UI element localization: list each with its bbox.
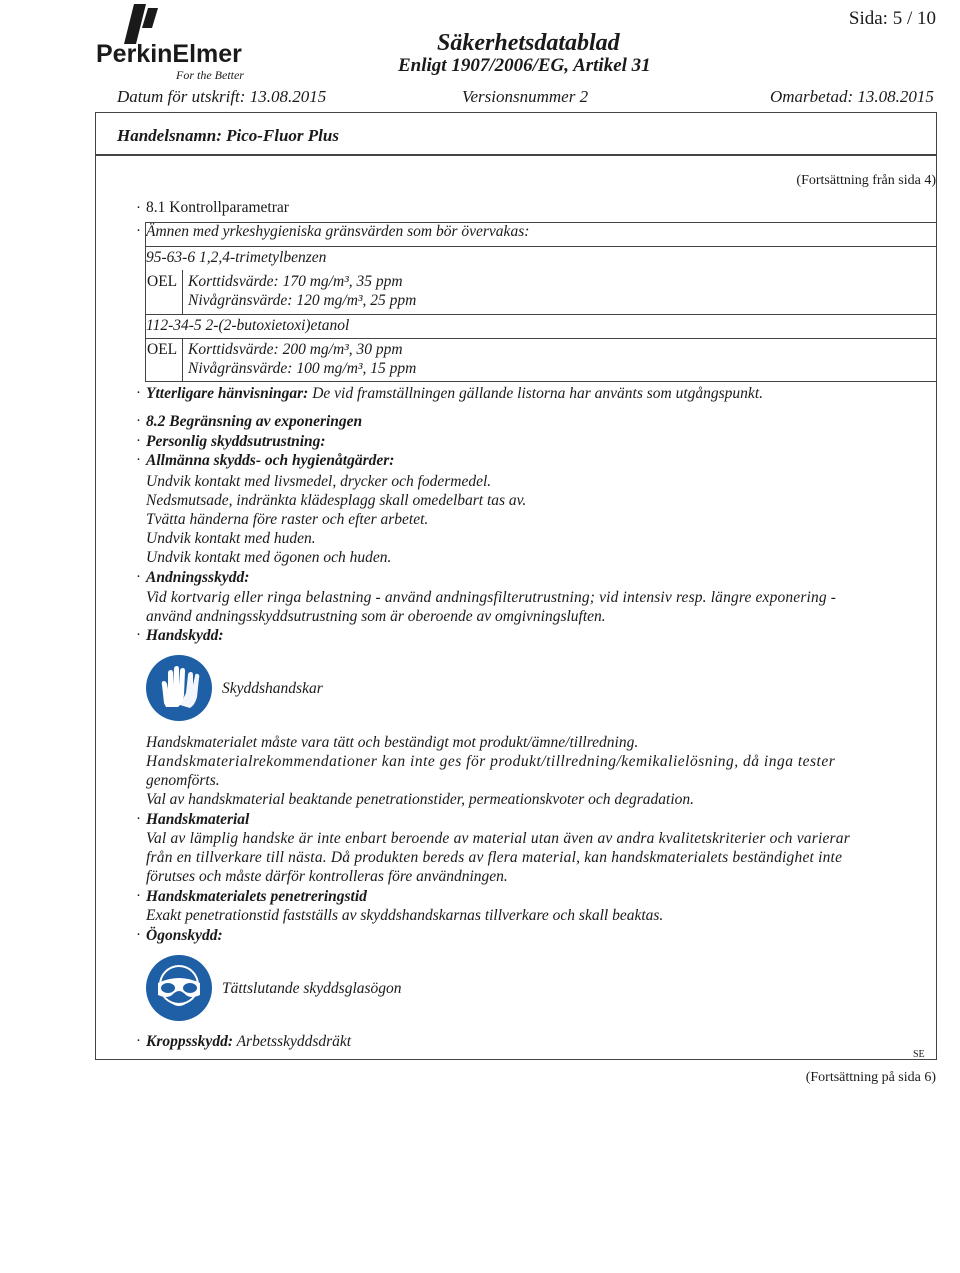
gloves-icon xyxy=(146,655,212,726)
goggles-icon xyxy=(146,955,212,1026)
bullet-dot: · xyxy=(136,627,141,643)
penetration-time-text: Exakt penetrationstid fastställs av skyddshandskarnas tillverkare och skall beaktas. xyxy=(146,907,664,924)
bullet-dot: · xyxy=(136,1033,141,1049)
oel-label: OEL xyxy=(147,273,178,290)
personal-protection-heading: Personlig skyddsutrustning: xyxy=(146,433,326,450)
goggles-pictogram-label: Tättslutande skyddsglasögon xyxy=(222,980,402,997)
table-divider xyxy=(182,338,183,382)
table-divider xyxy=(182,270,183,314)
level-limit-value: Nivågränsvärde: 120 mg/m³, 25 ppm xyxy=(188,292,417,309)
document-subtitle: Enligt 1907/2006/EG, Artikel 31 xyxy=(398,55,651,76)
hand-text: genomförts. xyxy=(146,772,220,789)
general-measure-item: Tvätta händerna före raster och efter arbetet. xyxy=(146,511,429,528)
bullet-dot: · xyxy=(136,927,141,943)
oel-label: OEL xyxy=(147,341,178,358)
respiratory-protection-heading: Andningsskydd: xyxy=(146,569,250,586)
bullet-dot: · xyxy=(136,452,141,468)
glove-material-text: förutses och måste därför kontrolleras före användningen. xyxy=(146,868,508,885)
continued-to-note: (Fortsättning på sida 6) xyxy=(805,1070,936,1085)
level-limit-value: Nivågränsvärde: 100 mg/m³, 15 ppm xyxy=(188,360,417,377)
general-measure-item: Undvik kontakt med ögonen och huden. xyxy=(146,549,392,566)
glove-material-text: Val av lämplig handske är inte enbart beroende av material utan även av andra kvalitetskriterier och varierar xyxy=(146,830,850,847)
body-protection-label: Kroppsskydd: xyxy=(146,1033,233,1050)
version-number: Versionsnummer 2 xyxy=(462,87,589,106)
respiratory-text: Vid kortvarig eller ringa belastning - använd andningsfilterutrustning; vid intensiv resp. längre exponering - xyxy=(146,589,837,606)
gloves-pictogram-label: Skyddshandskar xyxy=(222,680,323,697)
substance-name: 112-34-5 2-(2-butoxietoxi)etanol xyxy=(146,317,350,334)
bullet-dot: · xyxy=(136,811,141,827)
section-8-1-heading: 8.1 Kontrollparametrar xyxy=(146,199,289,216)
glove-material-heading: Handskmaterial xyxy=(146,811,250,828)
substance-name: 95-63-6 1,2,4-trimetylbenzen xyxy=(146,249,327,266)
additional-references-text: De vid framställningen gällande listorna har använts som utgångspunkt. xyxy=(312,385,763,402)
perkinelmer-logo xyxy=(96,2,266,82)
section-8-2-heading: 8.2 Begränsning av exponeringen xyxy=(146,413,363,430)
table-divider xyxy=(145,338,937,339)
table-divider xyxy=(145,246,937,247)
trade-name: Handelsnamn: Pico-Fluor Plus xyxy=(117,126,339,145)
continued-from-note: (Fortsättning från sida 4) xyxy=(796,173,936,188)
bullet-dot: · xyxy=(136,888,141,904)
body-protection-text: Arbetsskyddsdräkt xyxy=(236,1033,352,1050)
bullet-dot: · xyxy=(136,413,141,429)
logo-brand-text: PerkinElmer xyxy=(96,40,242,68)
hand-protection-heading: Handskydd: xyxy=(146,627,224,644)
hand-text: Handskmaterialrekommendationer kan inte ges för produkt/tillredning/kemikalielösning, då inga tester xyxy=(146,753,836,770)
bullet-dot: · xyxy=(136,433,141,449)
hand-text: Handskmaterialet måste vara tätt och beständigt mot produkt/ämne/tillredning. xyxy=(146,734,639,751)
short-term-value: Korttidsvärde: 170 mg/m³, 35 ppm xyxy=(188,273,403,290)
eye-protection-heading: Ögonskydd: xyxy=(146,927,223,944)
bullet-dot: · xyxy=(136,569,141,585)
general-measure-item: Undvik kontakt med livsmedel, drycker och fodermedel. xyxy=(146,473,492,490)
page-number: Sida: 5 / 10 xyxy=(848,8,936,29)
print-date: Datum för utskrift: 13.08.2015 xyxy=(117,87,327,106)
hand-text: Val av handskmaterial beaktande penetrationstider, permeationskvoter och degradation. xyxy=(146,791,695,808)
bullet-dot: · xyxy=(136,200,141,216)
additional-references xyxy=(146,385,763,403)
bullet-dot: · xyxy=(136,385,141,401)
bullet-dot: · xyxy=(136,223,141,239)
penetration-time-heading: Handskmaterialets penetreringstid xyxy=(146,888,367,905)
respiratory-text: använd andningsskyddsutrustning som är oberoende av omgivningsluften. xyxy=(146,608,606,625)
country-code: SE xyxy=(913,1049,925,1060)
general-measure-item: Nedsmutsade, indränkta klädesplagg skall omedelbart tas av. xyxy=(146,492,527,509)
logo-tagline-text: For the Better xyxy=(176,68,244,82)
body-protection xyxy=(146,1033,351,1051)
table-divider xyxy=(145,314,937,315)
short-term-value: Korttidsvärde: 200 mg/m³, 30 ppm xyxy=(188,341,403,358)
monitored-substances-heading: Ämnen med yrkeshygieniska gränsvärden som bör övervakas: xyxy=(146,223,530,240)
document-title: Säkerhetsdatablad xyxy=(437,30,620,56)
glove-material-text: från en tillverkare till nästa. Då produkten bereds av flera material, kan handskmaterialets beständighet inte xyxy=(146,849,843,866)
general-measure-item: Undvik kontakt med huden. xyxy=(146,530,316,547)
revised-date: Omarbetad: 13.08.2015 xyxy=(770,87,934,106)
general-measures-heading: Allmänna skydds- och hygienåtgärder: xyxy=(146,452,395,469)
additional-references-label: Ytterligare hänvisningar: xyxy=(146,385,309,402)
